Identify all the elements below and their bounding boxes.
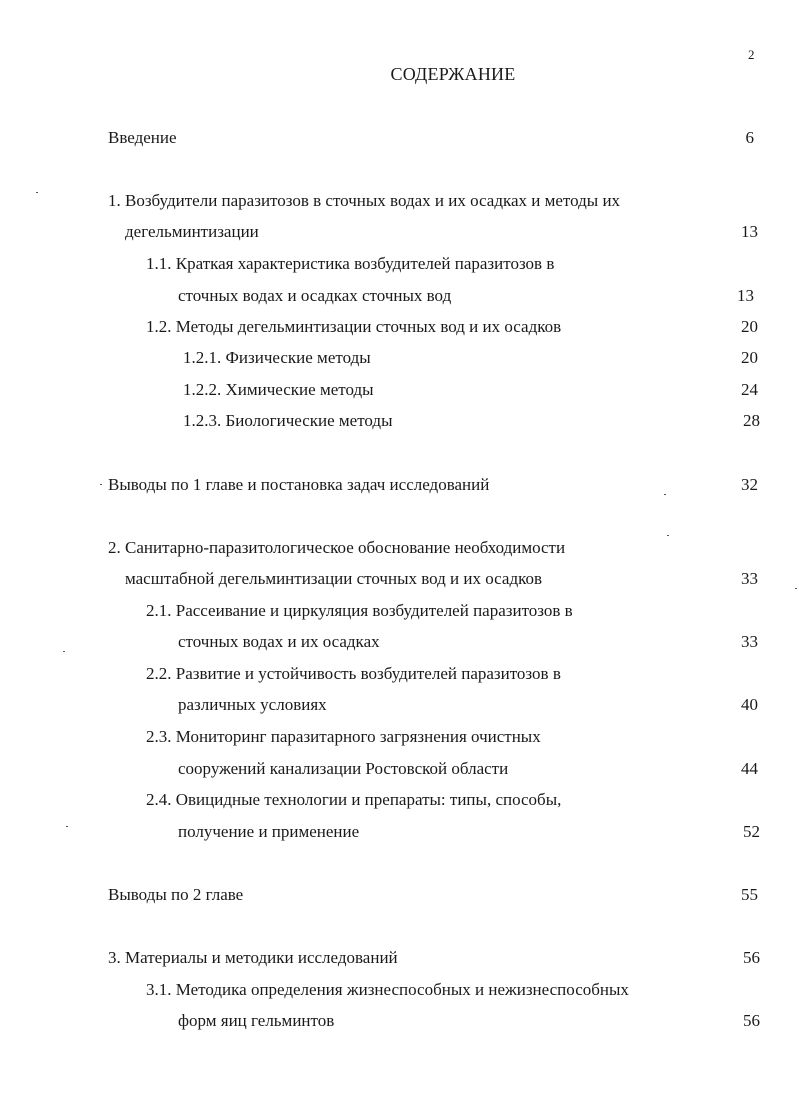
- scan-speck: [664, 494, 666, 495]
- toc-entry-section-2-4: 2.4. Овицидные технологии и препараты: типы, способы,: [146, 790, 562, 809]
- toc-entry-section-2-3: 2.3. Мониторинг паразитарного загрязнения очистных: [146, 727, 541, 746]
- toc-page-section-2-3: 44: [741, 759, 758, 778]
- toc-entry-section-1-2-2: 1.2.2. Химические методы: [183, 380, 374, 399]
- toc-page-section-2-4: 52: [743, 822, 760, 841]
- toc-page-section-1-2-3: 28: [743, 411, 760, 430]
- toc-entry-section-2-4-cont: получение и применение: [178, 822, 360, 841]
- toc-page-section-1-1: 13: [737, 286, 754, 305]
- toc-page-section-3-1: 56: [743, 1011, 760, 1030]
- toc-entry-section-2-3-cont: сооружений канализации Ростовской области: [178, 759, 509, 778]
- toc-entry-section-1-1-cont: сточных водах и осадках сточных вод: [178, 286, 452, 305]
- toc-page-introduction: 6: [745, 128, 754, 147]
- toc-entry-section-2-1: 2.1. Рассеивание и циркуляция возбудителей паразитозов в: [146, 601, 573, 620]
- toc-page-section-1-2-2: 24: [741, 380, 758, 399]
- toc-page-chapter-3: 56: [743, 948, 760, 967]
- toc-page-chapter-2: 33: [741, 569, 758, 588]
- toc-entry-section-2-1-cont: сточных водах и их осадках: [178, 632, 380, 651]
- toc-entry-chapter-2: 2. Санитарно-паразитологическое обоснование необходимости: [108, 538, 566, 557]
- toc-page-section-1-2: 20: [741, 317, 758, 336]
- toc-entry-section-3-1-cont: форм яиц гельминтов: [178, 1011, 335, 1030]
- scan-speck: [100, 484, 102, 485]
- toc-entry-chapter-3: 3. Материалы и методики исследований: [108, 948, 398, 967]
- toc-page-section-2-1: 33: [741, 632, 758, 651]
- scan-speck: [36, 192, 38, 193]
- toc-entry-section-1-2: 1.2. Методы дегельминтизации сточных вод и их осадков: [146, 317, 562, 336]
- scan-speck: [66, 826, 68, 827]
- toc-page-section-1-2-1: 20: [741, 348, 758, 367]
- toc-entry-chapter-1: 1. Возбудители паразитозов в сточных водах и их осадках и методы их: [108, 191, 621, 210]
- scan-speck: [795, 588, 797, 589]
- toc-entry-conclusions-2: Выводы по 2 главе: [108, 885, 244, 904]
- toc-entry-chapter-1-cont: дегельминтизации: [125, 222, 259, 241]
- scan-speck: [667, 535, 669, 536]
- toc-entry-introduction: Введение: [108, 128, 177, 147]
- scan-speck: [63, 651, 65, 652]
- toc-page-chapter-1: 13: [741, 222, 758, 241]
- toc-entry-section-1-1: 1.1. Краткая характеристика возбудителей паразитозов в: [146, 254, 555, 273]
- toc-entry-section-1-2-1: 1.2.1. Физические методы: [183, 348, 371, 367]
- toc-entry-conclusions-1: Выводы по 1 главе и постановка задач исследований: [108, 475, 490, 494]
- toc-entry-chapter-2-cont: масштабной дегельминтизации сточных вод и их осадков: [125, 569, 543, 588]
- toc-page-conclusions-2: 55: [741, 885, 758, 904]
- toc-page-conclusions-1: 32: [741, 475, 758, 494]
- toc-entry-section-2-2: 2.2. Развитие и устойчивость возбудителей паразитозов в: [146, 664, 561, 683]
- page-number: 2: [748, 47, 755, 62]
- toc-entry-section-2-2-cont: различных условиях: [178, 695, 327, 714]
- page-title: СОДЕРЖАНИЕ: [390, 64, 516, 84]
- toc-entry-section-3-1: 3.1. Методика определения жизнеспособных и нежизнеспособных: [146, 980, 629, 999]
- toc-page-section-2-2: 40: [741, 695, 758, 714]
- toc-entry-section-1-2-3: 1.2.3. Биологические методы: [183, 411, 393, 430]
